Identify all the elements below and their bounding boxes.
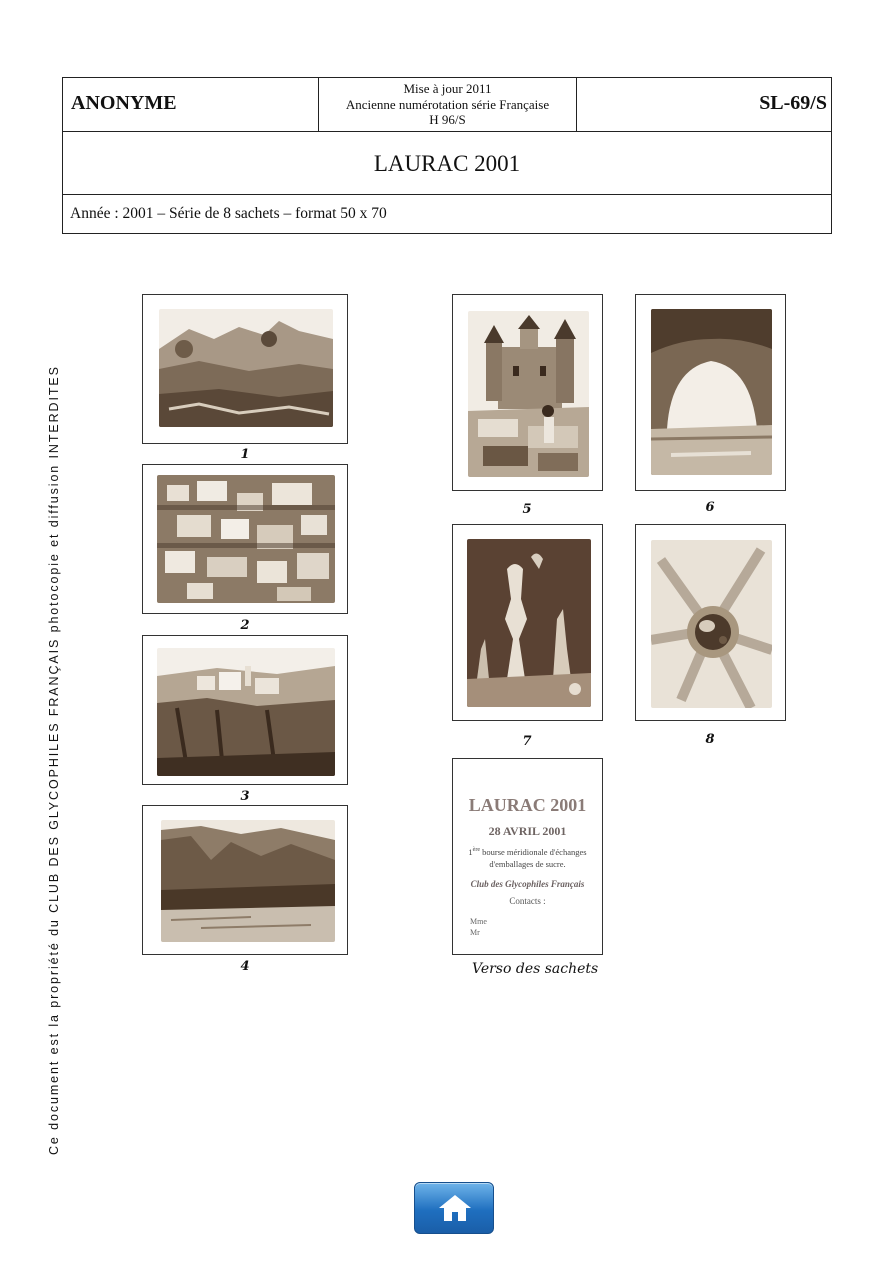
sachet-2-number: 2 bbox=[240, 618, 250, 633]
header-row-title bbox=[63, 132, 831, 195]
verso-date: 28 AVRIL 2001 bbox=[488, 824, 567, 838]
author: ANONYME bbox=[71, 92, 177, 114]
update-cell bbox=[319, 78, 577, 131]
sachet-7-number: 7 bbox=[522, 734, 532, 749]
sachet-3-number: 3 bbox=[240, 789, 250, 804]
verso-line-1-sup: ère bbox=[472, 847, 480, 854]
sachet-2[interactable] bbox=[142, 464, 348, 614]
sachet-5[interactable] bbox=[452, 294, 603, 491]
sachet-5-photo bbox=[468, 311, 589, 477]
series-info: Année : 2001 – Série de 8 sachets – format 50 x 70 bbox=[70, 205, 387, 222]
header-row-top bbox=[63, 78, 831, 132]
verso-caption: Verso des sachets bbox=[472, 961, 599, 977]
update-info bbox=[319, 81, 576, 128]
sachet-2-photo bbox=[157, 475, 335, 603]
sachet-3-photo bbox=[157, 648, 335, 776]
author-cell bbox=[63, 78, 319, 131]
sachet-8-photo bbox=[651, 540, 772, 708]
verso-line-2: d'emballages de sucre. bbox=[489, 859, 566, 869]
header-row-info bbox=[63, 195, 831, 233]
sachet-5-number: 5 bbox=[522, 502, 532, 517]
update-line-1: Mise à jour 2011 bbox=[403, 81, 492, 96]
sachet-6-number: 6 bbox=[705, 500, 715, 515]
verso-title: LAURAC 2001 bbox=[468, 795, 587, 815]
sachet-3[interactable] bbox=[142, 635, 348, 785]
sachet-1-number: 1 bbox=[240, 447, 250, 462]
sachet-4-photo bbox=[161, 820, 335, 942]
copyright-notice: Ce document est la propriété du CLUB DES GLYCOPHILES FRANÇAIS photocopie et diffusion INTERDITES bbox=[47, 365, 61, 1155]
sachet-7[interactable] bbox=[452, 524, 603, 721]
reference-code: SL-69/S bbox=[759, 92, 827, 114]
verso-card[interactable] bbox=[452, 758, 603, 955]
verso-line-1-num: 1 bbox=[468, 847, 473, 857]
update-line-2: Ancienne numérotation série Française bbox=[345, 96, 550, 112]
verso-club: Club des Glycophiles Français bbox=[470, 879, 585, 889]
sachet-1[interactable] bbox=[142, 294, 348, 444]
update-line-3: H 96/S bbox=[429, 112, 466, 127]
sachet-4[interactable] bbox=[142, 805, 348, 955]
page-title: LAURAC 2001 bbox=[373, 151, 521, 176]
verso-contacts: Contacts : bbox=[509, 896, 546, 906]
verso-line-1 bbox=[453, 847, 602, 857]
reference-cell bbox=[577, 78, 831, 131]
sachet-1-photo bbox=[159, 309, 333, 427]
sachet-4-number: 4 bbox=[240, 959, 250, 974]
sachet-8[interactable] bbox=[635, 524, 786, 721]
sachet-6[interactable] bbox=[635, 294, 786, 491]
verso-mr: Mr bbox=[470, 928, 480, 937]
sachet-8-number: 8 bbox=[705, 732, 715, 747]
home-icon bbox=[437, 1193, 473, 1223]
verso-mme: Mme bbox=[470, 917, 487, 926]
sachet-6-photo bbox=[651, 309, 772, 475]
header-table bbox=[62, 77, 832, 234]
verso-line-1-rest: bourse méridionale d'échanges bbox=[480, 847, 587, 857]
home-button[interactable] bbox=[414, 1182, 494, 1234]
sachet-7-photo bbox=[467, 539, 591, 707]
